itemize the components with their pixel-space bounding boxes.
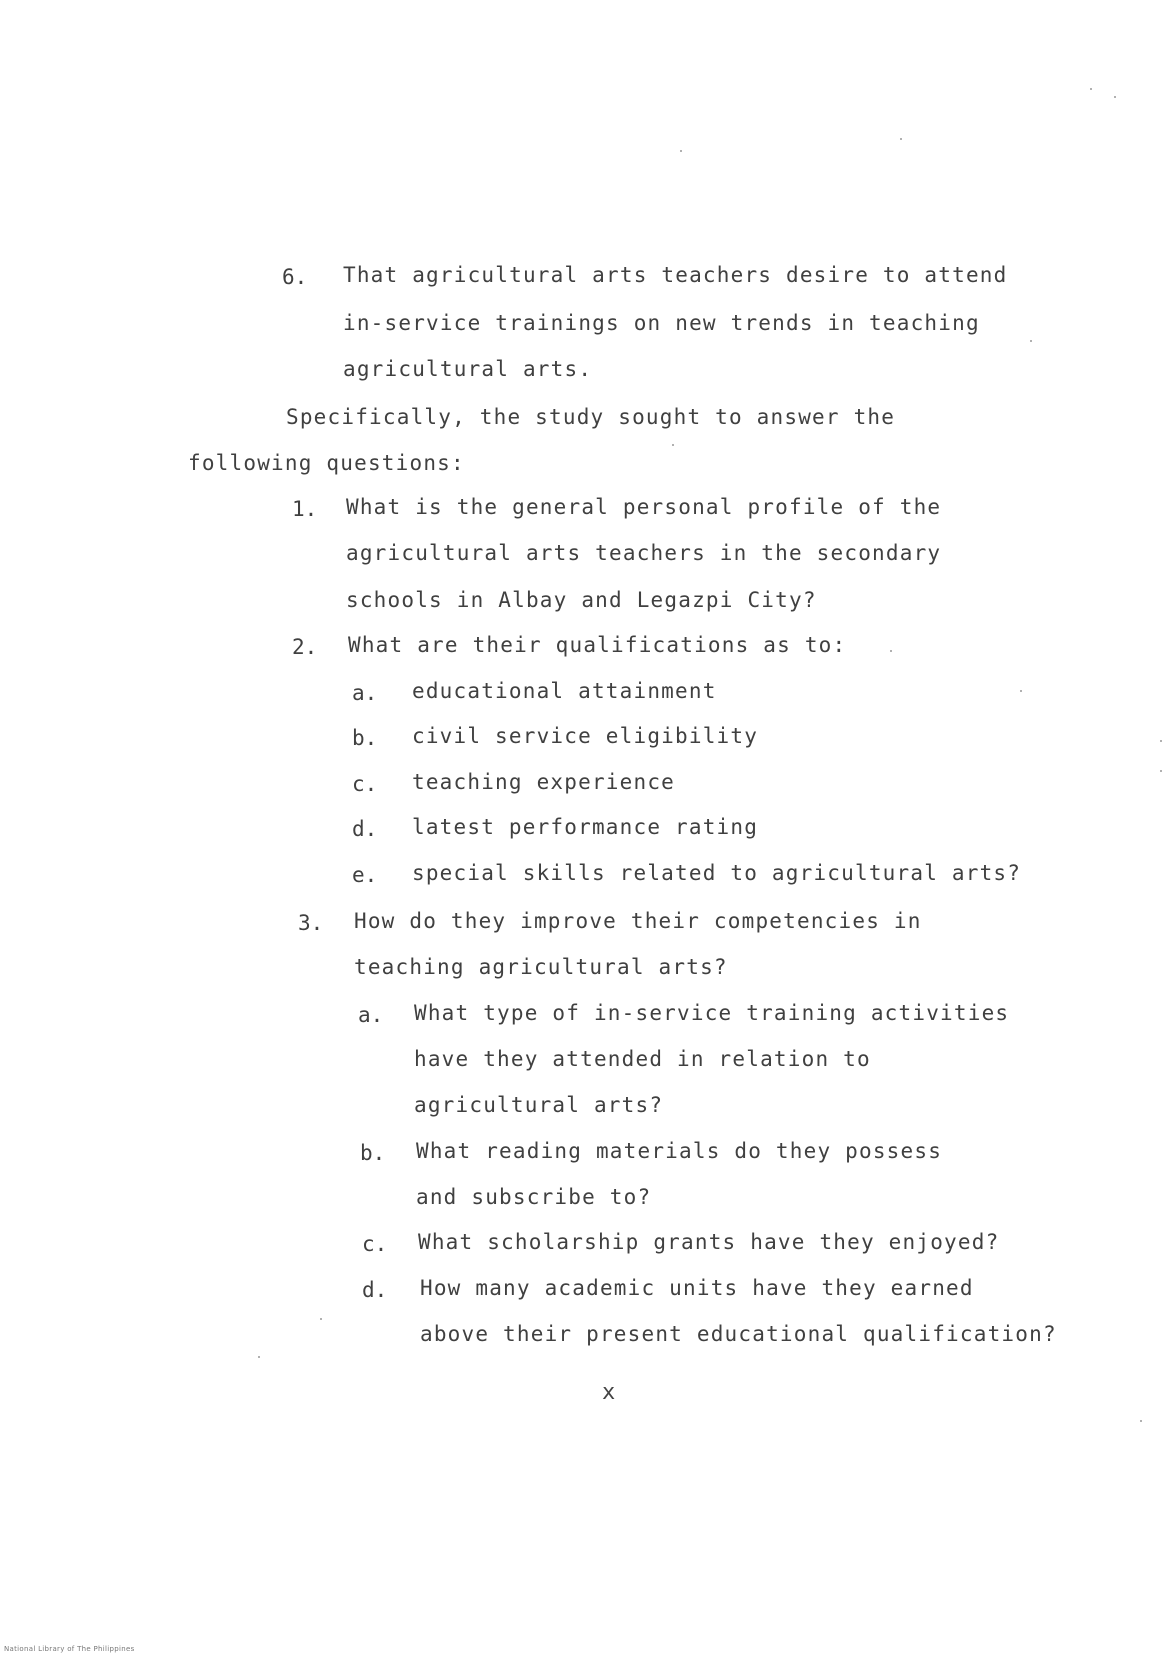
question-2-sub-c-text: teaching experience xyxy=(412,770,676,794)
question-2-sub-d-letter: d. xyxy=(352,817,378,841)
scan-speck xyxy=(1090,88,1092,90)
scan-speck xyxy=(1140,1420,1142,1422)
scan-speck xyxy=(1020,690,1022,692)
scan-speck xyxy=(900,138,902,140)
question-3-sub-d-line-1: How many academic units have they earned xyxy=(420,1276,974,1300)
item-6-number: 6. xyxy=(282,265,308,289)
question-3-sub-a-letter: a. xyxy=(358,1003,384,1027)
question-1-line-3: schools in Albay and Legazpi City? xyxy=(346,588,817,612)
question-2-sub-d-text: latest performance rating xyxy=(412,815,759,839)
question-3-sub-a-line-2: have they attended in relation to xyxy=(414,1047,871,1071)
question-3-sub-b-line-2: and subscribe to? xyxy=(416,1185,652,1209)
scan-speck xyxy=(890,650,892,652)
item-6-line-3: agricultural arts. xyxy=(343,357,593,381)
question-3-sub-c-letter: c. xyxy=(362,1232,388,1256)
question-3-number: 3. xyxy=(298,911,324,935)
question-3-line-1: How do they improve their competencies in xyxy=(354,909,922,933)
scan-speck xyxy=(1030,340,1032,342)
item-6-line-2: in-service trainings on new trends in teaching xyxy=(343,311,980,335)
question-2-line: What are their qualifications as to: xyxy=(348,633,847,657)
question-2-sub-a-letter: a. xyxy=(352,681,378,705)
scan-speck xyxy=(672,444,674,446)
scan-speck xyxy=(1114,96,1116,98)
question-3-sub-d-line-2: above their present educational qualification? xyxy=(420,1322,1057,1346)
page-number: x xyxy=(602,1380,616,1405)
question-2-sub-c-letter: c. xyxy=(352,772,378,796)
question-3-sub-b-letter: b. xyxy=(360,1141,386,1165)
scan-speck xyxy=(258,1356,260,1358)
question-3-sub-b-line-1: What reading materials do they possess xyxy=(416,1139,943,1163)
question-3-line-2: teaching agricultural arts? xyxy=(354,955,728,979)
specifically-line-2: following questions: xyxy=(188,451,465,475)
question-3-sub-a-line-1: What type of in-service training activities xyxy=(414,1001,1010,1025)
question-2-sub-a-text: educational attainment xyxy=(412,679,717,703)
scan-footer: National Library of The Philippines xyxy=(4,1645,135,1653)
scan-speck xyxy=(1160,770,1162,772)
question-2-number: 2. xyxy=(292,635,318,659)
question-1-number: 1. xyxy=(292,497,318,521)
question-2-sub-b-text: civil service eligibility xyxy=(412,724,759,748)
question-2-sub-b-letter: b. xyxy=(352,726,378,750)
scan-speck xyxy=(1160,740,1162,742)
scan-speck xyxy=(320,1318,322,1320)
question-1-line-2: agricultural arts teachers in the secondary xyxy=(346,541,942,565)
item-6-line-1: That agricultural arts teachers desire to attend xyxy=(343,263,1008,287)
specifically-line-1: Specifically, the study sought to answer the xyxy=(286,405,896,429)
question-3-sub-a-line-3: agricultural arts? xyxy=(414,1093,664,1117)
question-2-sub-e-letter: e. xyxy=(352,863,378,887)
question-3-sub-c-line-1: What scholarship grants have they enjoyed? xyxy=(418,1230,1000,1254)
question-1-line-1: What is the general personal profile of the xyxy=(346,495,942,519)
question-2-sub-e-text: special skills related to agricultural arts? xyxy=(412,861,1022,885)
scan-speck xyxy=(680,150,682,152)
question-3-sub-d-letter: d. xyxy=(362,1278,388,1302)
